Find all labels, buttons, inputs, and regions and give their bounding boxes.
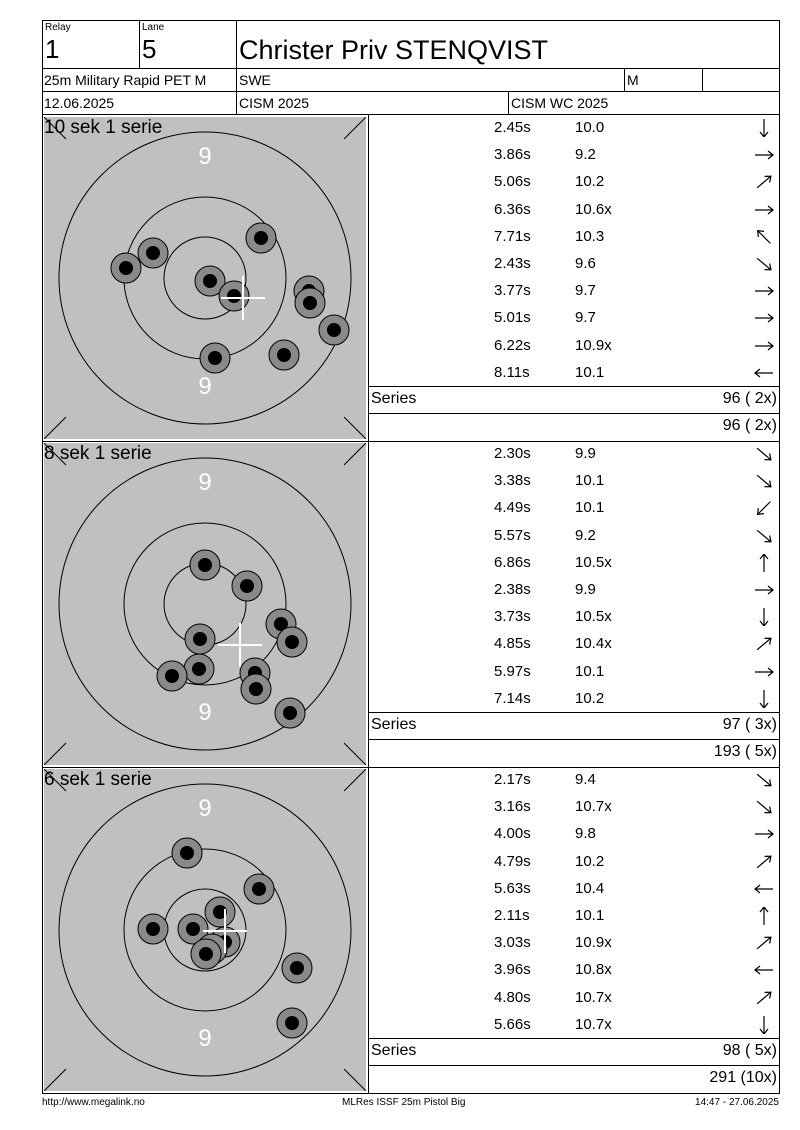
shot-direction-arrow-icon <box>752 690 776 708</box>
date: 12.06.2025 <box>44 95 115 111</box>
running-total: 96 ( 2x) <box>722 417 777 434</box>
corner-mark <box>344 417 366 439</box>
series-title: 10 sek 1 serie <box>44 117 163 138</box>
corner-mark <box>44 1069 66 1091</box>
ring-number-label: 9 <box>198 699 212 726</box>
series-title: 8 sek 1 serie <box>44 443 152 464</box>
shot-time: 3.03s <box>494 934 531 952</box>
series-label: Series <box>371 716 417 733</box>
shot-time: 8.11s <box>494 363 530 381</box>
shot-time: 3.73s <box>494 608 531 626</box>
ring-number-label: 9 <box>198 469 212 496</box>
summary-divider <box>368 413 780 414</box>
shot-time: 2.17s <box>494 771 531 788</box>
shot-score: 10.4x <box>575 635 612 653</box>
shot-direction-arrow-icon <box>752 282 776 300</box>
shot-score: 10.9x <box>575 336 612 354</box>
shot-hole <box>208 351 222 365</box>
competition: CISM 2025 <box>239 95 310 111</box>
ring-number-label: 9 <box>198 373 212 400</box>
shot-direction-arrow-icon <box>752 201 776 219</box>
hdr-div-2 <box>236 20 237 114</box>
event-name: 25m Military Rapid PET M <box>44 72 207 88</box>
ring-number-label: 9 <box>198 795 212 822</box>
shot-direction-arrow-icon <box>752 934 776 952</box>
hdr-row-3 <box>42 114 780 115</box>
shot-hole <box>203 274 217 288</box>
shot-score: 9.7 <box>575 282 596 300</box>
shot-time: 5.97s <box>494 662 531 680</box>
lane-value: 5 <box>142 34 157 64</box>
shot-hole <box>198 558 212 572</box>
shot-hole <box>186 922 200 936</box>
shot-time: 2.43s <box>494 255 531 272</box>
shot-score: 9.7 <box>575 309 596 327</box>
footer-timestamp: 14:47 - 27.06.2025 <box>695 1097 779 1108</box>
target-image <box>44 769 366 1091</box>
shot-time: 4.80s <box>494 988 531 1006</box>
shot-direction-arrow-icon <box>752 989 776 1007</box>
hdr-div-4 <box>702 68 703 91</box>
shot-hole <box>252 882 266 896</box>
corner-mark <box>344 443 366 465</box>
shot-score: 10.5x <box>575 608 612 626</box>
shot-hole <box>240 579 254 593</box>
shot-direction-arrow-icon <box>752 880 776 898</box>
shot-hole <box>193 632 207 646</box>
shot-direction-arrow-icon <box>752 228 776 246</box>
frame-top <box>42 20 780 21</box>
shot-hole <box>199 947 213 961</box>
shot-direction-arrow-icon <box>752 907 776 925</box>
shot-score: 10.3 <box>575 227 605 245</box>
shot-time: 7.14s <box>494 689 531 707</box>
gender: M <box>627 72 639 88</box>
shot-score: 10.2 <box>575 689 605 707</box>
series-total: 98 ( 5x) <box>722 1042 777 1059</box>
corner-mark <box>344 1069 366 1091</box>
shot-direction-arrow-icon <box>752 581 776 599</box>
shot-hole <box>285 1016 299 1030</box>
shot-hole <box>180 846 194 860</box>
corner-mark <box>44 417 66 439</box>
series-divider <box>42 767 780 768</box>
running-total: 193 ( 5x) <box>713 743 777 760</box>
shot-score: 9.4 <box>575 771 596 788</box>
column-divider <box>368 767 369 1093</box>
shot-time: 2.38s <box>494 581 531 598</box>
hdr-div-1 <box>139 20 140 68</box>
shot-hole <box>327 323 341 337</box>
shot-direction-arrow-icon <box>752 635 776 653</box>
hdr-div-5 <box>508 91 509 114</box>
series-title: 6 sek 1 serie <box>44 769 152 790</box>
frame-left <box>42 20 43 1093</box>
shot-time: 5.01s <box>494 309 531 327</box>
summary-divider <box>368 739 780 740</box>
shot-time: 4.00s <box>494 825 531 843</box>
shot-direction-arrow-icon <box>752 1016 776 1034</box>
shot-direction-arrow-icon <box>752 445 776 463</box>
shot-score: 10.9x <box>575 934 612 952</box>
footer-url[interactable]: http://www.megalink.no <box>42 1097 145 1108</box>
shot-score: 10.7x <box>575 798 612 816</box>
shot-hole <box>249 682 263 696</box>
shot-time: 6.36s <box>494 200 531 218</box>
shot-time: 3.86s <box>494 146 531 164</box>
hdr-row-2 <box>42 91 780 92</box>
shot-direction-arrow-icon <box>752 961 776 979</box>
ring-number-label: 9 <box>198 1025 212 1052</box>
corner-mark <box>344 769 366 791</box>
series-total: 96 ( 2x) <box>722 390 777 407</box>
shot-time: 5.63s <box>494 879 531 897</box>
corner-mark <box>44 743 66 765</box>
shot-score: 10.1 <box>575 662 605 680</box>
relay-value: 1 <box>45 34 60 64</box>
shot-time: 4.85s <box>494 635 531 653</box>
lane-label: Lane <box>142 22 165 33</box>
shot-score: 9.8 <box>575 825 596 843</box>
shot-direction-arrow-icon <box>752 853 776 871</box>
shot-score: 10.7x <box>575 1015 612 1033</box>
shot-hole <box>290 961 304 975</box>
shot-direction-arrow-icon <box>752 337 776 355</box>
hdr-div-3 <box>624 68 625 91</box>
shot-score: 10.4 <box>575 879 605 897</box>
shot-score: 10.7x <box>575 988 612 1006</box>
relay-label: Relay <box>45 22 71 33</box>
shot-direction-arrow-icon <box>752 309 776 327</box>
shot-direction-arrow-icon <box>752 499 776 517</box>
shot-score: 9.6 <box>575 255 596 272</box>
shot-direction-arrow-icon <box>752 798 776 816</box>
shot-direction-arrow-icon <box>752 472 776 490</box>
shot-direction-arrow-icon <box>752 364 776 382</box>
series-label: Series <box>371 1042 417 1059</box>
corner-mark <box>344 743 366 765</box>
frame-bottom <box>42 1093 780 1094</box>
shot-hole <box>277 348 291 362</box>
shot-time: 2.30s <box>494 445 531 462</box>
shot-time: 3.38s <box>494 472 531 490</box>
shot-score: 9.2 <box>575 146 596 164</box>
shot-hole <box>285 635 299 649</box>
shot-score: 10.1 <box>575 363 605 381</box>
running-total: 291 (10x) <box>709 1069 777 1086</box>
shot-hole <box>146 922 160 936</box>
shot-score: 10.1 <box>575 499 605 517</box>
series-label: Series <box>371 390 417 407</box>
shot-time: 3.77s <box>494 282 531 300</box>
ring-number-label: 9 <box>198 143 212 170</box>
shot-time: 4.49s <box>494 499 531 517</box>
shot-direction-arrow-icon <box>752 608 776 626</box>
summary-divider <box>368 386 780 387</box>
shot-hole <box>227 289 241 303</box>
hdr-row-1 <box>42 68 780 69</box>
shot-score: 10.1 <box>575 907 605 924</box>
shot-direction-arrow-icon <box>752 663 776 681</box>
summary-divider <box>368 1038 780 1039</box>
shot-time: 4.79s <box>494 852 531 870</box>
shot-score: 10.8x <box>575 961 612 979</box>
shot-direction-arrow-icon <box>752 825 776 843</box>
target-image <box>44 443 366 765</box>
shot-time: 5.57s <box>494 526 531 544</box>
frame-right <box>779 20 780 1093</box>
shot-hole <box>283 706 297 720</box>
corner-mark <box>344 117 366 139</box>
shot-score: 10.2 <box>575 852 605 870</box>
summary-divider <box>368 1065 780 1066</box>
shot-score: 9.9 <box>575 581 596 598</box>
shot-time: 6.22s <box>494 336 531 354</box>
column-divider <box>368 115 369 441</box>
shot-score: 10.1 <box>575 472 605 490</box>
footer-software: MLRes ISSF 25m Pistol Big <box>342 1097 466 1108</box>
shot-hole <box>146 246 160 260</box>
shot-hole <box>254 231 268 245</box>
competition-2: CISM WC 2025 <box>511 95 609 111</box>
shot-time: 3.16s <box>494 798 531 816</box>
shot-score: 10.0 <box>575 119 605 136</box>
shot-score: 9.2 <box>575 526 596 544</box>
shot-hole <box>119 261 133 275</box>
shot-score: 10.5x <box>575 553 612 571</box>
shot-score: 9.9 <box>575 445 596 462</box>
nation: SWE <box>239 72 271 88</box>
shot-direction-arrow-icon <box>752 173 776 191</box>
shot-time: 7.71s <box>494 227 531 245</box>
shot-time: 6.86s <box>494 553 531 571</box>
column-divider <box>368 441 369 767</box>
shot-direction-arrow-icon <box>752 771 776 789</box>
shot-direction-arrow-icon <box>752 554 776 572</box>
target-image <box>44 117 366 439</box>
shot-time: 5.06s <box>494 173 531 191</box>
shot-time: 2.45s <box>494 119 531 136</box>
shot-time: 2.11s <box>494 907 530 924</box>
shot-hole <box>165 669 179 683</box>
shot-direction-arrow-icon <box>752 119 776 137</box>
shot-direction-arrow-icon <box>752 255 776 273</box>
shot-hole <box>303 296 317 310</box>
series-total: 97 ( 3x) <box>722 716 777 733</box>
shot-score: 10.2 <box>575 173 605 191</box>
shooter-name: Christer Priv STENQVIST <box>239 35 549 65</box>
shot-direction-arrow-icon <box>752 146 776 164</box>
shot-hole <box>192 662 206 676</box>
summary-divider <box>368 712 780 713</box>
shot-score: 10.6x <box>575 200 612 218</box>
series-divider <box>42 441 780 442</box>
shot-time: 5.66s <box>494 1015 531 1033</box>
shot-direction-arrow-icon <box>752 527 776 545</box>
shot-time: 3.96s <box>494 961 531 979</box>
